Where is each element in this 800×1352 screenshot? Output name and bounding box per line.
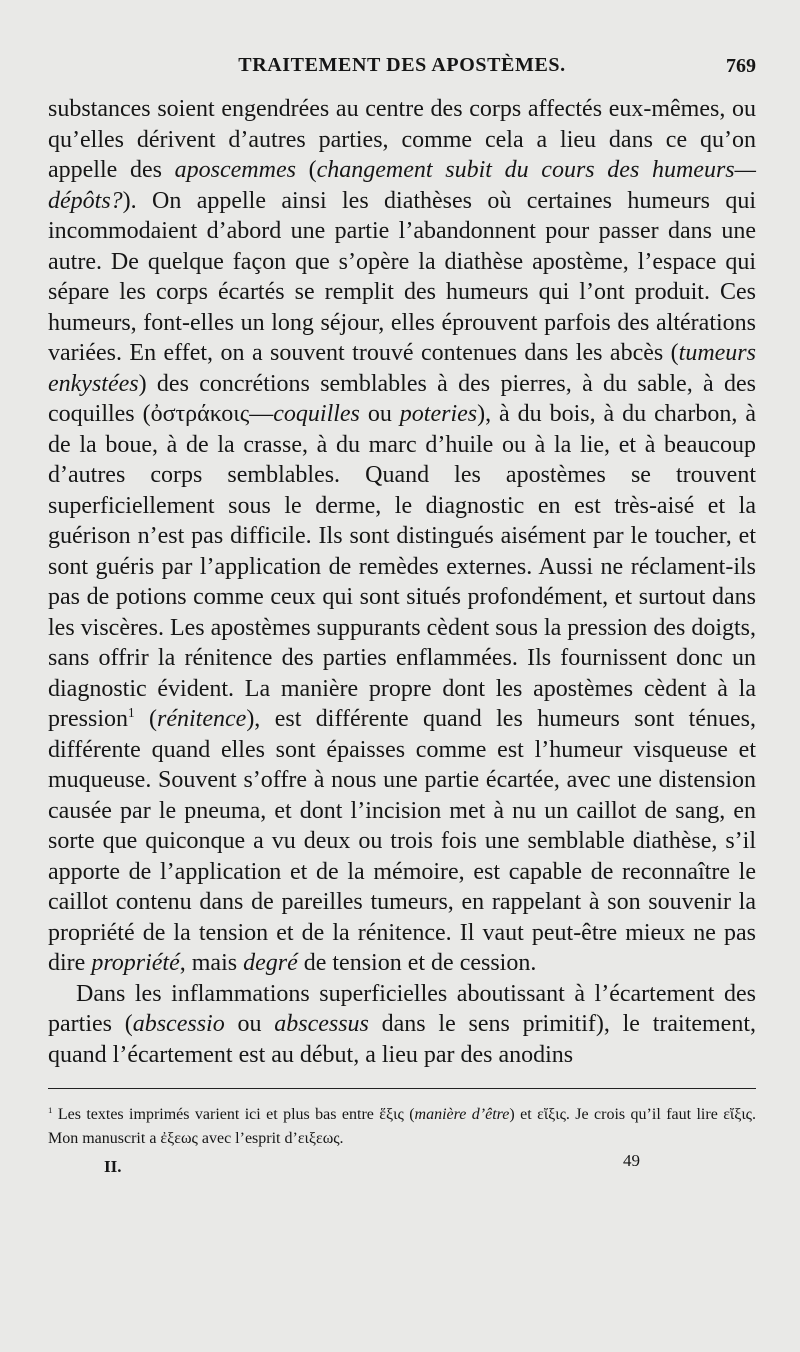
- signature-mark: II.: [104, 1157, 122, 1176]
- text-run: (: [295, 157, 317, 183]
- italic-run: propriété: [91, 950, 180, 976]
- text-run: ou: [359, 401, 400, 427]
- page-number: 769: [726, 55, 756, 77]
- page-footer: [48, 1151, 756, 1187]
- text-run: ) des concrétions semblables à des pierres, à du sable, à des coquilles (ὀστράκοις—: [48, 370, 756, 427]
- italic-run: tumeurs enkystées: [48, 340, 756, 397]
- text-run: ou: [224, 1011, 275, 1037]
- footnote-italic: manière d’être: [414, 1106, 510, 1123]
- italic-run: changement subit du cours des humeurs—dépôts?: [48, 157, 756, 214]
- text-run: Dans les inflammations superficielles aboutissant à l’écartement des parties (: [48, 980, 756, 1037]
- italic-run: aposcemmes: [174, 157, 296, 183]
- footnote-text: Les textes imprimés varient ici et plus bas entre ἕξις (: [52, 1106, 415, 1123]
- text-run: ). On appelle ainsi les diathèses où certaines humeurs qui incommodaient d’abord une partie l’abandonnent pour passer dans une autre. De quelque façon que s’opère la diathèse apostème, l’espace qui sépare les corps écartés se remplit des humeurs qui l’ont produit. Ces humeurs, font-elles un long séjour, elles éprouvent parfois des altérations variées. En effet, on a souvent trouvé contenues dans les abcès (: [48, 187, 756, 366]
- italic-run: poteries: [399, 401, 478, 427]
- running-title: TRAITEMENT DES APOSTÈMES.: [238, 54, 566, 76]
- paragraph-1: [48, 94, 756, 979]
- text-run: , mais: [179, 950, 244, 976]
- italic-run: degré: [243, 950, 298, 976]
- body-text: [48, 94, 756, 1070]
- footnote-rule: [48, 1088, 756, 1089]
- text-run: (: [134, 706, 158, 732]
- text-run: ), est différente quand les humeurs sont ténues, différente quand elles sont épaisses comme est l’humeur visqueuse et muqueuse. Souvent s’offre à nous une partie écartée, avec une distension causée par le pneuma, et dont l’incision met à nu un caillot de sang, en sorte que quiconque a vu deux ou trois fois une semblable diathèse, s’il apporte de l’application et de la mémoire, est capable de reconnaître le caillot contenu dans de pareilles tumeurs, en rappelant à son souvenir la propriété de la tension et de la rénitence. Il vaut peut-être mieux ne pas dire: [48, 706, 756, 976]
- text-run: dans le sens primitif), le traitement, quand l’écartement est au début, a lieu par des anodins: [48, 1011, 756, 1068]
- sheet-number: 49: [623, 1151, 640, 1170]
- footnote-text: ) et εἴξις. Je crois qu’il faut lire εἴξις. Mon manuscrit a ἐξεως avec l’esprit d’ειξεως.: [48, 1106, 756, 1147]
- running-head: [48, 52, 756, 86]
- footnote-marker: 1: [48, 1104, 53, 1115]
- footnote-reference[interactable]: 1: [128, 704, 135, 720]
- italic-run: coquilles: [273, 401, 360, 427]
- text-run: ), à du bois, à du charbon, à de la boue, à de la crasse, à du marc d’huile ou à la lie, et à beaucoup d’autres corps semblables. Quand les apostèmes se trouvent superficiellement sous le derme, le diagnostic en est très-aisé et la guérison n’est pas difficile. Ils sont distingués aisément par le toucher, et sont guéris par l’application de remèdes externes. Aussi ne réclament-ils pas de potions comme ceux qui sont situés profondément, et surtout dans les viscères. Les apostèmes suppurants cèdent sous la pression des doigts, sans offrir la rénitence des parties enflammées. Ils fournissent donc un diagnostic évident. La manière propre dont les apostèmes cèdent à la pression: [48, 401, 756, 732]
- italic-run: rénitence: [157, 706, 247, 732]
- italic-run: abscessus: [274, 1011, 369, 1037]
- text-run: substances soient engendrées au centre des corps affectés eux-mêmes, ou qu’elles dérivent d’autres parties, comme cela a lieu dans ce qu’on appelle des: [48, 96, 756, 183]
- paragraph-2: [48, 979, 756, 1071]
- text-run: de tension et de cession.: [297, 950, 537, 976]
- footnotes: [48, 1103, 756, 1151]
- footnote-1: [48, 1103, 756, 1151]
- italic-run: abscessio: [132, 1011, 225, 1037]
